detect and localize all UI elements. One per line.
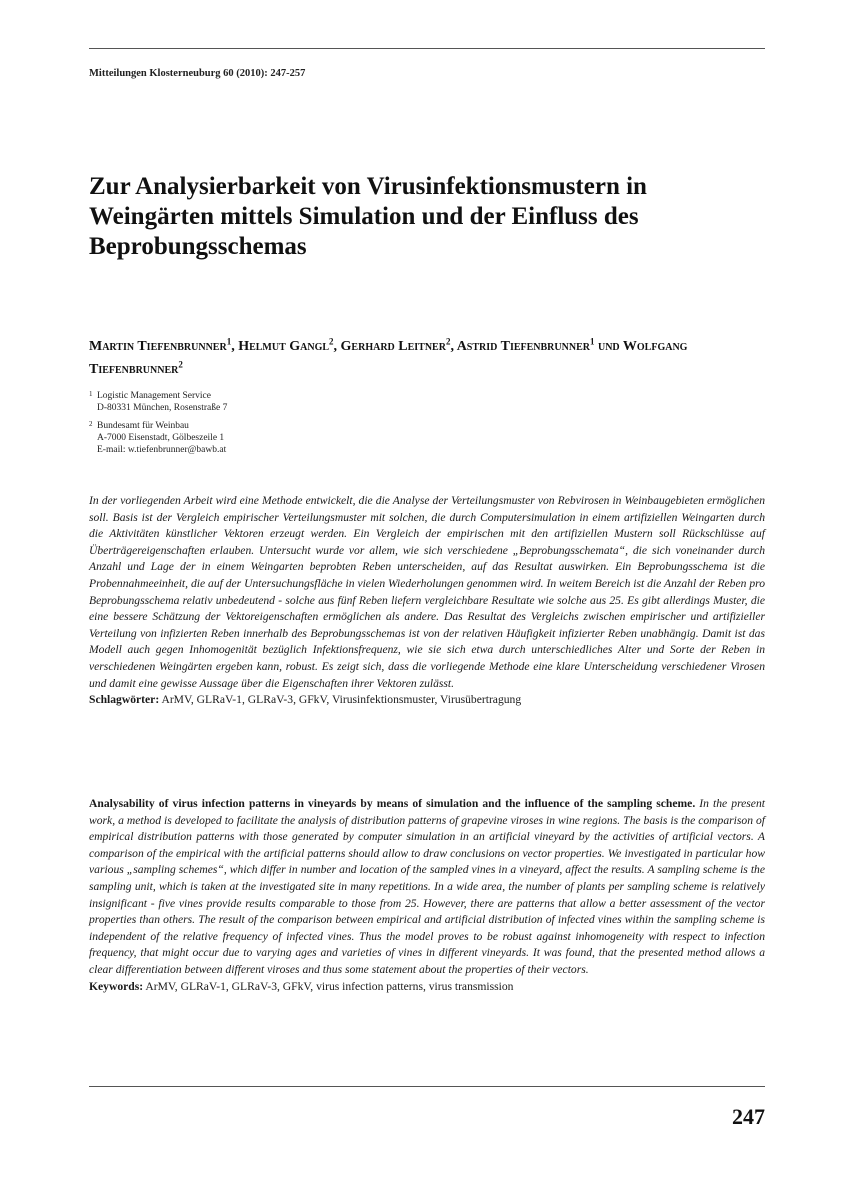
author-name: Martin Tiefenbrunner [89, 338, 227, 354]
keywords-english-text: ArMV, GLRaV-1, GLRaV-3, GFkV, virus infection patterns, virus transmission [145, 979, 514, 993]
affiliation [89, 420, 489, 456]
author-list [89, 332, 769, 379]
abstract-english-title: Analysability of virus infection patterns in vineyards by means of simulation and the influence of the sampling scheme. [89, 797, 696, 810]
keywords-german [89, 692, 765, 709]
keywords-english [89, 979, 765, 996]
author-name: Gerhard Leitner [340, 338, 446, 354]
author-affil-mark: 1 [226, 336, 232, 346]
page-number: 247 [732, 1104, 765, 1129]
author-separator: und [594, 338, 623, 354]
paper-title: Zur Analysierbarkeit von Virusinfektionsmustern in Weingärten mittels Simulation und der Einfluss des Beprobungsschemas [89, 173, 647, 260]
keywords-german-label: Schlagwörter: [89, 693, 160, 707]
author [456, 336, 623, 354]
affiliation-line [97, 444, 489, 456]
author-name: Wolfgang Tiefenbrunner [89, 338, 688, 378]
affiliation-email[interactable]: E-mail: w.tiefenbrunner@bawb.at [97, 445, 227, 455]
keywords-german-text: ArMV, GLRaV-1, GLRaV-3, GFkV, Virusinfektionsmuster, Virusübertragung [161, 693, 522, 707]
affiliation-line: D-80331 München, Rosenstraße 7 [97, 403, 228, 413]
abstract-english-text: In the present work, a method is developed to facilitate the analysis of distribution patterns of grapevine viroses in wine regions. The basis is the comparison of empirical distribution patterns with those generated by computer simulation in an artificial vineyard by the activities of artificial vectors. A comparison of the empirical with the artificial patterns should allow to draw conclusions on vector properties. We investigated in particular how various „sampling schemes“, which differ in number and location of the sampled vines in a vineyard, affect the results. A sampling scheme is the sampling unit, which is taken at the investigated site in many repetitions. In a wide area, the number of plants per sampling scheme is relatively insignificant - five vines provide results comparable to those from 25. However, there are patterns that allow a better assessment of the vector properties than others. The result of the comparison between empirical and artificial distribution of infected vines within the sampling scheme is independent of the relative frequency of infected vines. Thus the model proves to be robust against inhomogeneity with respect to infection frequency, that might occur due to varying ages and varieties of vines in different vineyards. It was found, that the presented method allows a clear differentiation between different viroses and thus some statement about the properties of their vectors. [89, 797, 765, 976]
affiliation-line: Bundesamt für Weinbau [97, 421, 189, 431]
author-separator: , [450, 338, 457, 354]
author-name: Helmut Gangl [238, 338, 330, 354]
journal-reference: Mitteilungen Klosterneuburg 60 (2010): 247-257 [89, 68, 306, 79]
keywords-english-label: Keywords: [89, 979, 144, 993]
header-rule [89, 48, 765, 49]
abstract-german [89, 493, 765, 709]
affiliation-mark: 1 [89, 390, 93, 398]
author-affil-mark: 2 [445, 336, 451, 346]
affiliation-line: A-7000 Eisenstadt, Gölbeszeile 1 [97, 433, 225, 443]
author-affil-mark: 2 [178, 359, 183, 370]
abstract-english [89, 796, 765, 995]
affiliation [89, 390, 489, 414]
author-name: Astrid Tiefenbrunner [456, 338, 590, 354]
footer-rule [89, 1086, 765, 1087]
author [89, 336, 239, 354]
author [340, 336, 457, 354]
author-affil-mark: 2 [329, 336, 334, 346]
author-separator: , [333, 338, 341, 354]
affiliation-mark: 2 [89, 420, 93, 428]
affiliations [89, 390, 489, 462]
author-separator: , [231, 338, 239, 354]
abstract-german-text: In der vorliegenden Arbeit wird eine Methode entwickelt, die die Analyse der Verteilungsmuster von Rebvirosen in Weinbaugebieten ermöglichen soll. Basis ist der Vergleich empirischer Verteilungsmuster mit solchen, die durch Computersimulation in einem artifiziellen Weingarten durch die Aktivitäten künstlicher Vektoren erzeugt werden. Ein Vergleich der empirischen mit den artifiziellen Mustern soll Rückschlüsse auf Überträgereigenschaften erlauben. Untersucht wurde vor allem, wie sich verschiedene „Beprobungsschemata“, die sich voneinander durch Anzahl und Lage der in einem Weingarten beprobten Reben unterscheiden, auf das Resultat auswirken. Ein Beprobungsschema ist die Probennahmeeinheit, die auf der Untersuchungsfläche in vielen Wiederholungen genommen wird. In weitem Bereich ist die Anzahl der Reben pro Beprobungsschema relativ unbedeutend - solche aus fünf Reben liefern vergleichbare Resultate wie solche aus 25. Es gibt allerdings Muster, die eine bessere Schätzung der Vektoreigenschaften ermöglichen als andere. Das Resultat des Vergleichs zwischen empirischer und artifizieller Verteilung von infizierten Reben innerhalb des Beprobungsschemas ist von der relativen Häufigkeit infizierter Reben unabhängig. Damit ist das Modell auch gegen Inhomogenität bezüglich Infektionsfrequenz, wie sie sich etwa durch unterschiedliches Alter und Sorte der Reben in verschiedenen Weingärten ergeben kann, robust. Es zeigt sich, dass die vorliegende Methode eine klare Unterscheidung verschiedener Virosen und damit eine gewisse Aussage über die Eigenschaften ihrer Vektoren zulässt. [89, 494, 765, 690]
author [238, 336, 341, 354]
affiliation-line: Logistic Management Service [97, 391, 211, 401]
abstract-english-paragraph [89, 796, 765, 979]
author-affil-mark: 1 [589, 336, 595, 346]
